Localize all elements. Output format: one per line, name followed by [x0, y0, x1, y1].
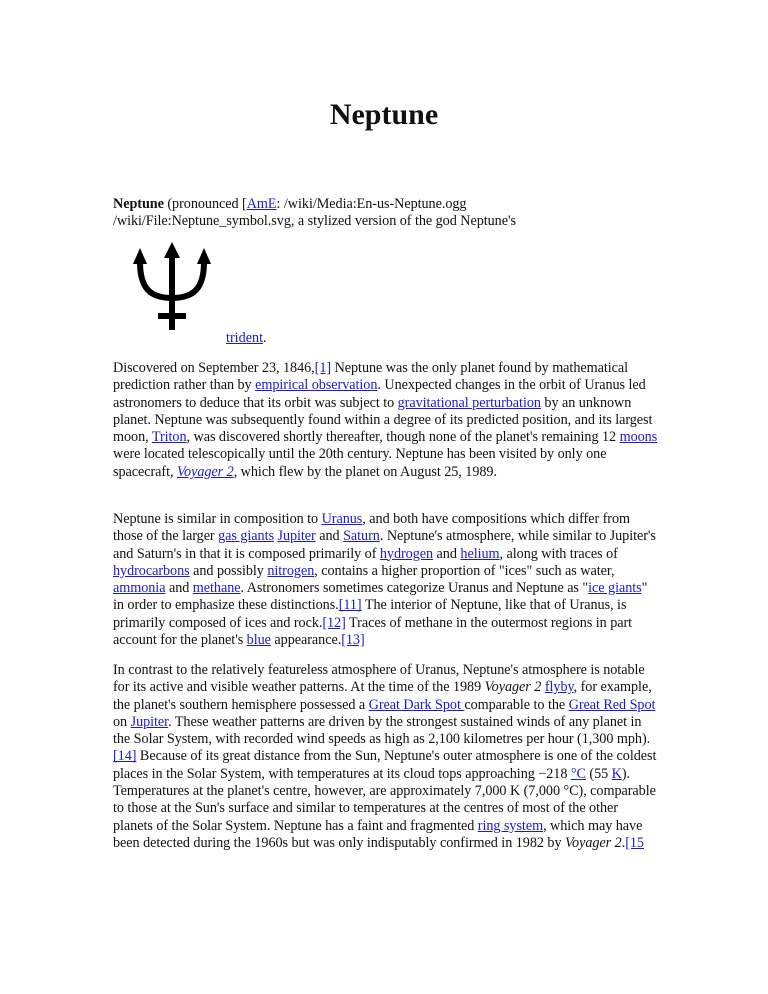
text: The interior of Neptune, like that of Uranus, is primarily composed of ices and rock. — [113, 597, 627, 631]
caption-period: . — [263, 330, 267, 346]
text: appearance. — [270, 632, 342, 649]
link-ammonia[interactable]: ammonia — [113, 580, 166, 597]
text: , along with traces of — [499, 545, 618, 562]
link-methane[interactable]: methane — [192, 580, 241, 597]
text: . — [621, 834, 626, 851]
paragraph-atmosphere — [113, 662, 661, 852]
intro-text: : /wiki/Media:En-us-Neptune.ogg — [276, 196, 467, 212]
text: comparable to the — [464, 696, 569, 713]
reference-link[interactable]: [14] — [113, 748, 137, 765]
text: were located telescopically until the 20th century. Neptune has been visited by only one spacecraft, — [113, 446, 607, 480]
text: In contrast to the relatively featureless atmosphere of Uranus, Neptune's atmosphere is notable for its active and visible weather patterns. At the time of the 1989 — [113, 662, 645, 696]
intro-text: (pronounced [ — [163, 196, 247, 212]
link-kelvin[interactable]: K — [611, 765, 622, 782]
link-hydrocarbons[interactable]: hydrocarbons — [113, 562, 190, 579]
text: " in order to emphasize these distinctions. — [113, 580, 648, 614]
text: and possibly — [189, 562, 268, 579]
link-jupiter[interactable]: Jupiter — [130, 713, 169, 730]
text: on — [113, 713, 131, 730]
link-uranus[interactable]: Uranus — [321, 511, 363, 527]
text: . Astronomers sometimes categorize Uranus and Neptune as " — [240, 580, 589, 597]
reference-link[interactable]: [1] — [314, 360, 332, 376]
intro-text: /wiki/File:Neptune_symbol.svg, a stylized version of the god Neptune's — [113, 213, 516, 230]
text: , contains a higher proportion of "ices" such as water, — [314, 562, 615, 579]
paragraph-composition — [113, 511, 661, 649]
text: , and both have compositions which differ from those of the larger — [113, 511, 631, 545]
text: by an unknown planet. Neptune was subsequently found within a degree of its predicted position, and its largest moon, — [113, 394, 653, 446]
reference-link[interactable]: [13] — [341, 632, 365, 649]
text: Neptune is similar in composition to — [113, 511, 322, 527]
reference-link[interactable]: [15 — [625, 834, 644, 851]
text: , which may have been detected during the 1960s but was only indisputably confirmed in 1982 by — [113, 817, 643, 851]
link-nitrogen[interactable]: nitrogen — [267, 562, 315, 579]
text: , for example, the planet's southern hemisphere possessed a — [113, 679, 652, 713]
page-title: Neptune — [329, 98, 439, 131]
link-blue[interactable]: blue — [246, 632, 271, 649]
link-trident[interactable]: trident — [226, 330, 264, 346]
text: . These weather patterns are driven by the strongest sustained winds of any planet in the Solar System, with recorded wind speeds as high as 2,100 kilometres per hour (1,300 mph). — [113, 713, 651, 748]
text: Because of its great distance from the Sun, Neptune's outer atmosphere is one of the coldest places in the Solar System, with temperatures at its cloud tops approaching −218 — [113, 748, 657, 782]
text: and — [315, 528, 344, 545]
reference-link[interactable]: [12] — [322, 614, 346, 631]
link-triton[interactable]: Triton — [151, 429, 187, 446]
reference-link[interactable]: [11] — [338, 597, 362, 614]
link-great-red-spot[interactable]: Great Red Spot — [568, 696, 656, 713]
italic-text: Voyager 2 — [565, 834, 622, 851]
link-celsius[interactable]: °C — [570, 765, 586, 782]
link-ice-giants[interactable]: ice giants — [588, 580, 642, 597]
paragraph-discovery — [113, 360, 661, 481]
text: ). Temperatures at the planet's centre, however, are approximately 7,000 K (7,000 °C), comparable to those at the Sun's surface and similar to temperatures at the centres of most of the other planets of the Solar System. Neptune has a faint and fragmented — [113, 765, 656, 834]
text: (55 — [585, 765, 612, 782]
link-empirical-observation[interactable]: empirical observation — [255, 377, 378, 394]
text: , was discovered shortly thereafter, though none of the planet's remaining 12 — [186, 429, 620, 446]
link-gas-giants[interactable]: gas giants — [218, 528, 274, 545]
link-voyager-2[interactable]: Voyager 2 — [177, 463, 234, 480]
link-moons[interactable]: moons — [619, 429, 658, 446]
text: Discovered on September 23, 1846, — [113, 360, 315, 376]
link-helium[interactable]: helium — [460, 545, 500, 562]
link-jupiter[interactable]: Jupiter — [277, 528, 316, 545]
link-ring-system[interactable]: ring system — [477, 817, 544, 834]
trident-caption — [226, 330, 267, 347]
link-hydrogen[interactable]: hydrogen — [379, 545, 434, 562]
text: . Unexpected changes in the orbit of Uranus led astronomers to deduce that its orbit was subject to — [113, 377, 646, 411]
text: Neptune was the only planet found by mathematical prediction rather than by — [113, 360, 629, 394]
intro-bold-term: Neptune — [113, 196, 164, 212]
link-flyby[interactable]: flyby — [544, 679, 574, 696]
text: Traces of methane in the outermost regions in part account for the planet's — [113, 614, 633, 649]
text: , which flew by the planet on August 25, 1989. — [233, 463, 497, 480]
italic-text: Voyager 2 — [484, 679, 542, 696]
link-ame[interactable]: AmE — [246, 196, 277, 212]
text: and — [433, 545, 461, 562]
intro-paragraph — [113, 196, 661, 231]
link-gravitational-perturbation[interactable]: gravitational perturbation — [397, 394, 541, 411]
text: and — [165, 580, 193, 597]
link-saturn[interactable]: Saturn — [343, 528, 380, 545]
neptune-trident-icon — [132, 242, 212, 334]
text: . Neptune's atmosphere, while similar to Jupiter's and Saturn's in that it is composed primarily of — [113, 528, 656, 562]
link-great-dark-spot[interactable]: Great Dark Spot — [368, 696, 465, 713]
